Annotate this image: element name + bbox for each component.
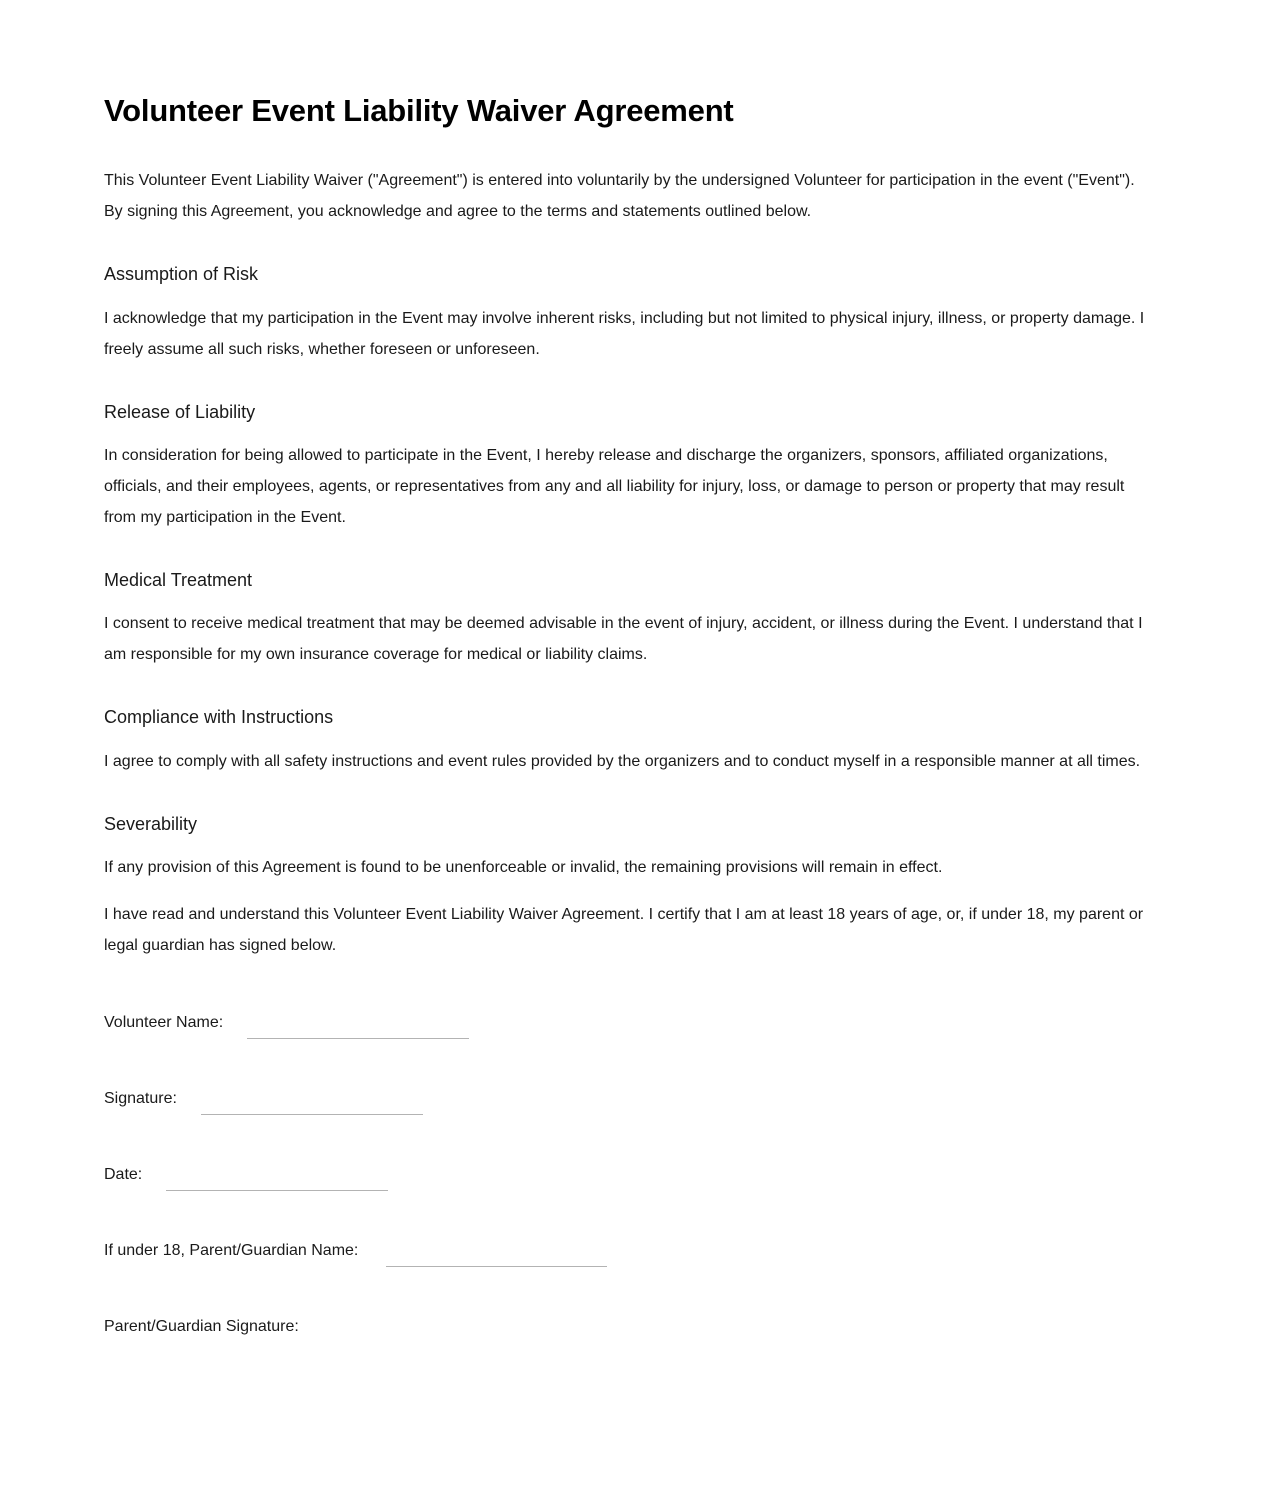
field-guardian-signature[interactable]	[104, 1309, 1146, 1343]
section-assumption-of-risk	[104, 227, 1146, 364]
section-body-compliance-with-instructions: I agree to comply with all safety instructions and event rules provided by the organizers and to conduct myself in a responsible manner at all times.	[104, 752, 1141, 770]
field-label-date: Date:	[104, 1166, 143, 1184]
section-body-assumption-of-risk: I acknowledge that my participation in the Event may involve inherent risks, including but not limited to physical injury, illness, or property damage. I freely assume all such risks, whether foreseen or unforeseen.	[104, 309, 1145, 358]
section-heading-severability: Severability	[104, 813, 198, 834]
field-label-volunteer-name: Volunteer Name:	[104, 1014, 224, 1032]
field-signature[interactable]	[104, 1081, 1146, 1115]
field-line-guardian-name[interactable]	[386, 1266, 607, 1267]
field-label-signature: Signature:	[104, 1090, 177, 1108]
section-release-of-liability	[104, 365, 1146, 533]
section-heading-release-of-liability: Release of Liability	[104, 401, 256, 422]
section-medical-treatment	[104, 533, 1146, 670]
intro-paragraph: This Volunteer Event Liability Waiver ("Agreement") is entered into voluntarily by the undersigned Volunteer for participation in the event ("Event"). By signing this Agreement, you acknowledge and agree to the terms and statements outlined below.	[104, 172, 1135, 221]
section-heading-assumption-of-risk: Assumption of Risk	[104, 264, 259, 285]
section-heading-medical-treatment: Medical Treatment	[104, 569, 253, 590]
section-severability	[104, 777, 1146, 883]
field-label-guardian-signature: Parent/Guardian Signature:	[104, 1318, 299, 1336]
field-line-date[interactable]	[166, 1190, 388, 1191]
page-title: Volunteer Event Liability Waiver Agreement	[104, 93, 734, 128]
closing-statement: I have read and understand this Volunteer Event Liability Waiver Agreement. I certify that I am at least 18 years of age, or, if under 18, my parent or legal guardian has signed below.	[104, 906, 1144, 955]
section-compliance-with-instructions	[104, 670, 1146, 776]
field-volunteer-name[interactable]	[104, 1005, 1146, 1039]
section-body-release-of-liability: In consideration for being allowed to participate in the Event, I hereby release and discharge the organizers, sponsors, affiliated organizations, officials, and their employees, agents, or representatives from any and all liability for injury, loss, or damage to person or property that may result from my participation in the Event.	[104, 446, 1125, 526]
field-line-volunteer-name[interactable]	[247, 1038, 469, 1039]
section-body-severability: If any provision of this Agreement is found to be unenforceable or invalid, the remaining provisions will remain in effect.	[104, 859, 943, 877]
section-heading-compliance-with-instructions: Compliance with Instructions	[104, 707, 334, 728]
field-line-signature[interactable]	[201, 1114, 423, 1115]
section-body-medical-treatment: I consent to receive medical treatment that may be deemed advisable in the event of injury, accident, or illness during the Event. I understand that I am responsible for my own insurance coverage for medical or liability claims.	[104, 615, 1143, 664]
field-label-guardian-name: If under 18, Parent/Guardian Name:	[104, 1242, 359, 1260]
field-date[interactable]	[104, 1157, 1146, 1191]
signature-block	[104, 961, 1146, 1343]
document-content	[104, 0, 1146, 1343]
field-guardian-name[interactable]	[104, 1233, 1146, 1267]
